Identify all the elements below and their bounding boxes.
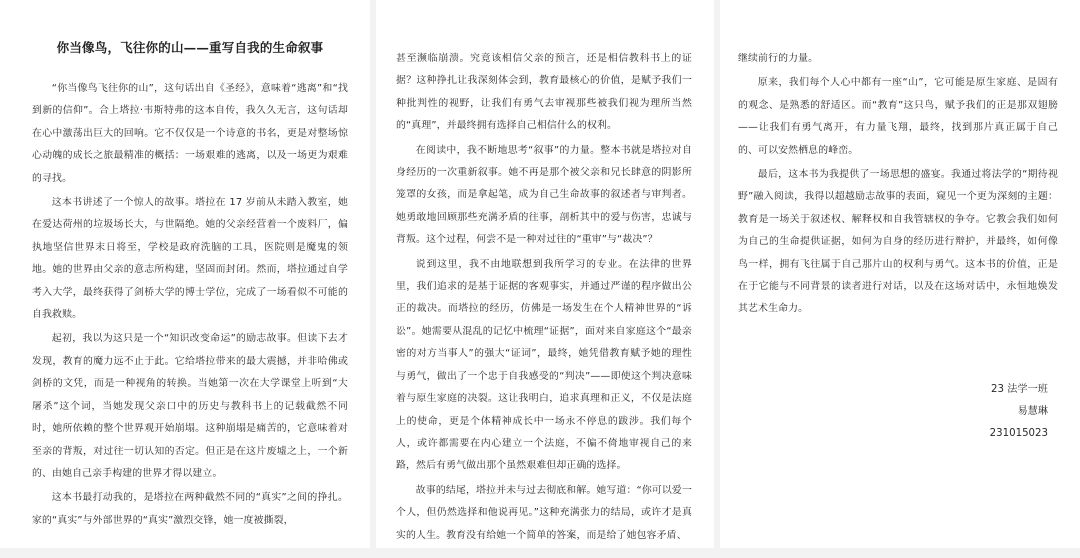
signature-block [738, 379, 1058, 445]
paragraph: 继续前行的力量。 [738, 53, 819, 64]
paragraph: 原来，我们每个人心中都有一座“山”，它可能是原生家庭、是固有的观念、是熟悉的舒适区。而“教育”这只鸟，赋予我们的正是那双翅膀——让我们有勇气离开，有力量飞翔，最终，找到那片真正属于自己的、可以安然栖息的峰峦。 [738, 77, 1058, 156]
paragraph: 说到这里，我不由地联想到我所学习的专业。在法律的世界里，我们追求的是基于证据的客观事实，并通过严谨的程序做出公正的裁决。而塔拉的经历，仿佛是一场发生在个人精神世界的“诉讼”。她需要从混乱的记忆中梳理“证据”，面对来自家庭这个“最亲密的对方当事人”的强大“证词”，最终，她凭借教育赋予她的理性与勇气，做出了一个忠于自我感受的“判决”——即使这个判决意味着与原生家庭的决裂。这让我明白，追求真理和正义，不仅是法庭上的使命，更是个体精神成长中一场永不停息的跋涉。我们每个人，或许都需要在内心建立一个法庭，不偏不倚地审视自己的来路，然后有勇气做出那个虽然艰难但却正确的选择。 [396, 258, 692, 472]
paragraph: 最后，这本书为我提供了一场思想的盛宴。我通过将法学的“期待视野”融入阅读，我得以超越励志故事的表面，窥见一个更为深刻的主题：教育是一场关于叙述权、解释权和自我管辖权的争夺。它教会我们如何为自己的生命提供证据，如何为自身的经历进行辩护，并最终，如何像鸟一样，拥有飞往属于自己那片山的权利与勇气。这本书的价值，正是在于它能与不同背景的读者进行对话，以及在这场对话中，永恒地焕发其艺术生命力。 [738, 169, 1058, 315]
paragraph: 这本书最打动我的，是塔拉在两种截然不同的“真实”之间的挣扎。家的“真实”与外部世界的“真实”激烈交锋，她一度被撕裂， [32, 492, 348, 526]
paragraph: “你当像鸟飞往你的山”，这句话出自《圣经》，意味着“逃离”和“找到新的信仰”。合上塔拉·韦斯特弗的这本自传，我久久无言，这句话却在心中激荡出巨大的回响。它不仅仅是一个诗意的书名，更是对整场惊心动魄的成长之旅最精准的概括：一场艰难的逃离，以及一场更为艰难的寻找。 [32, 83, 348, 184]
paragraph: 在阅读中，我不断地思考“叙事”的力量。整本书就是塔拉对自身经历的一次重新叙事。她不再是那个被父亲和兄长肆意的阴影所笼罩的女孩，而是拿起笔，成为自己生命故事的叙述者与审判者。她勇敢地回顾那些充满矛盾的往事，剖析其中的爱与伤害，忠诚与背叛。这个过程，何尝不是一种对过往的“重审”与“裁决”？ [396, 144, 692, 246]
paragraph: 这本书讲述了一个惊人的故事。塔拉在 17 岁前从未踏入教室，她在爱达荷州的垃圾场长大，与世隔绝。她的父亲经营着一个废料厂，偏执地坚信世界末日将至，学校是政府洗脑的工具，医院则是魔鬼的领地。她的世界由父亲的意志所构建，坚固而封闭。然而，塔拉通过自学考入大学，最终获得了剑桥大学的博士学位，完成了一场看似不可能的自我救赎。 [32, 197, 348, 321]
paragraph: 甚至濒临崩溃。究竟该相信父亲的预言，还是相信教科书上的证据？这种挣扎让我深刻体会到，教育最核心的价值，是赋予我们一种批判性的视野，让我们有勇气去审视那些被我们视为理所当然的“真理”，并最终拥有选择自己相信什么的权利。 [396, 53, 692, 132]
class-name: 23 法学一班 [991, 383, 1048, 395]
paragraph: 起初，我以为这只是一个“知识改变命运”的励志故事。但读下去才发现，教育的魔力远不止于此。它给塔拉带来的最大震撼，并非哈佛或剑桥的文凭，而是一种视角的转换。当她第一次在大学课堂上听到“大屠杀”这个词，当她发现父亲口中的历史与教科书上的记载截然不同时，她所依赖的整个世界观开始崩塌。这种崩塌是痛苦的，它意味着对至亲的背叛，对过往一切认知的否定。但正是在这片废墟之上，一个新的、由她自己亲手构建的世界才得以建立。 [32, 333, 348, 479]
essay-title: 你当像鸟，飞往你的山——重写自我的生命叙事 [56, 40, 324, 55]
paragraph: 故事的结尾，塔拉并未与过去彻底和解。她写道：“你可以爱一个人，但仍然选择和他说再见。”这种充满张力的结局，或许才是真实的人生。教育没有给她一个简单的答案，而是给了她包容矛盾、 [396, 484, 692, 541]
author-name: 易慧琳 [1017, 405, 1048, 417]
student-id: 231015023 [989, 427, 1048, 439]
page-2 [376, 0, 714, 548]
page-1 [0, 0, 370, 548]
page-3 [720, 0, 1080, 548]
